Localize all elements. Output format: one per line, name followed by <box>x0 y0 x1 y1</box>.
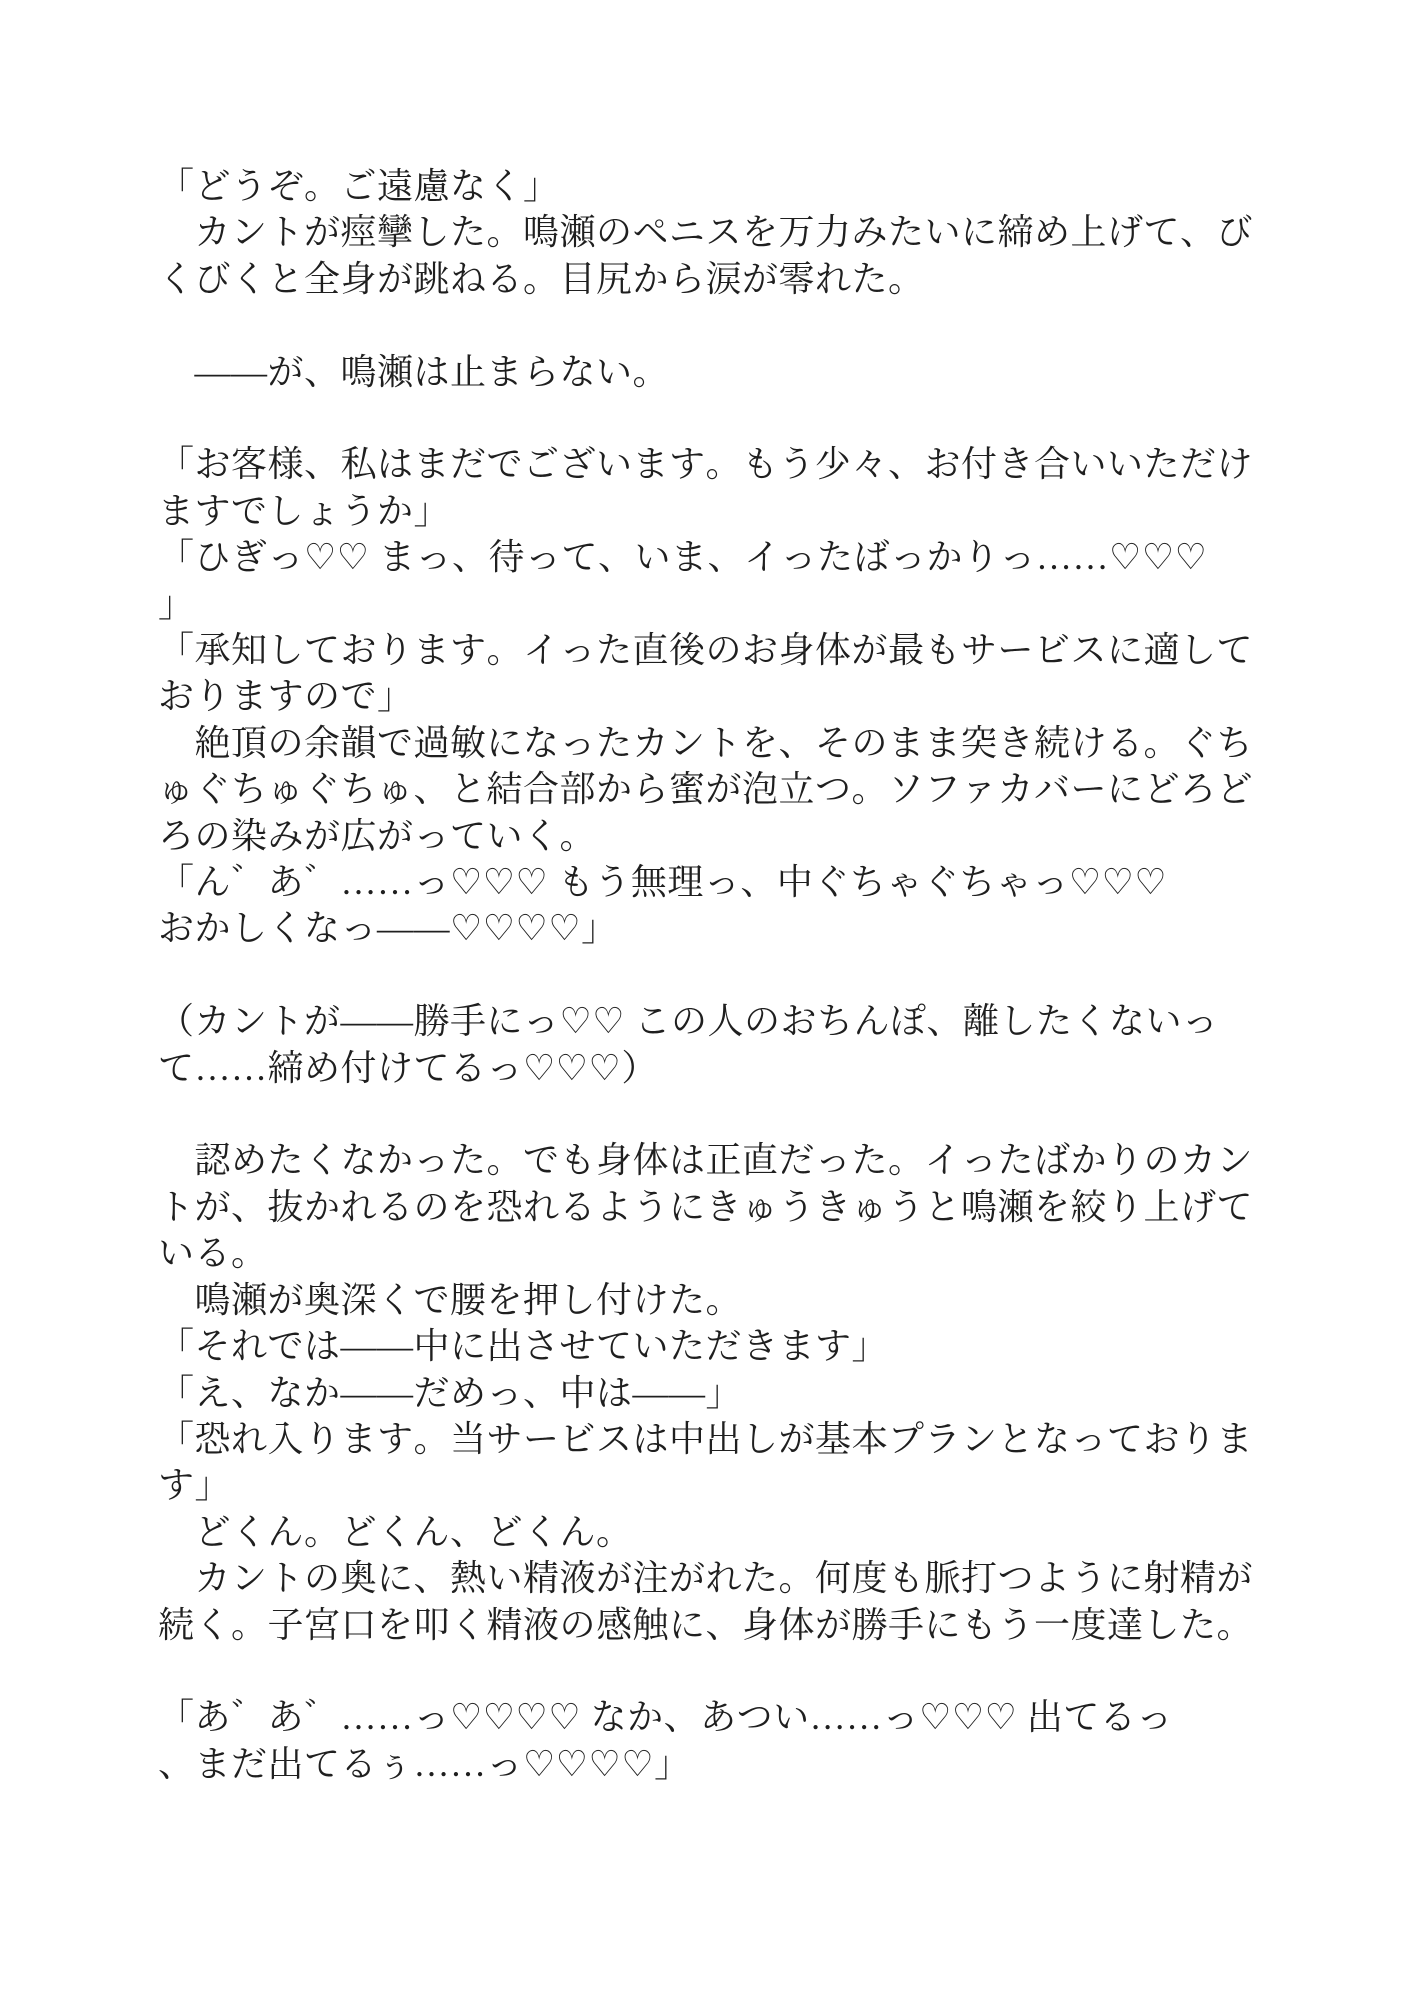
text-line: カントの奥に、熱い精液が注がれた。何度も脈打つように射精が <box>158 1558 1254 1599</box>
text-line: 続く。子宮口を叩く精液の感触に、身体が勝手にもう一度達した。 <box>158 1604 1254 1645</box>
text-line: 、まだ出てるぅ……っ♡♡♡♡」 <box>158 1743 691 1784</box>
text-line: 「恐れ入ります。当サービスは中出しが基本プランとなっておりま <box>158 1418 1254 1459</box>
text-line: 「どうぞ。ご遠慮なく」 <box>158 166 560 206</box>
text-line: どくん。どくん、どくん。 <box>158 1511 633 1552</box>
blank-line <box>158 1648 1318 1694</box>
text-line: おかしくなっ――♡♡♡♡」 <box>158 908 618 949</box>
text-line: （カントが――勝手にっ♡♡ この人のおちんぽ、離したくないっ <box>158 1001 1219 1042</box>
text-line: 「ん゛あ゛……っ♡♡♡ もう無理っ、中ぐちゃぐちゃっ♡♡♡ <box>158 862 1168 903</box>
text-line: 絶頂の余韻で過敏になったカントを、そのまま突き続ける。ぐち <box>158 722 1254 763</box>
text-line: いる。 <box>158 1233 268 1274</box>
text-line: 鳴瀬が奥深くで腰を押し付けた。 <box>158 1279 743 1320</box>
text-line: ろの染みが広がっていく。 <box>158 815 597 856</box>
blank-line <box>158 1091 1318 1137</box>
text-line: カントが痙攣した。鳴瀬のペニスを万力みたいに締め上げて、び <box>158 212 1254 253</box>
text-line: 「承知しております。イった直後のお身体が最もサービスに適して <box>158 630 1254 671</box>
text-line: トが、抜かれるのを恐れるようにきゅうきゅうと鳴瀬を絞り上げて <box>158 1186 1254 1227</box>
text-line: 「ひぎっ♡♡ まっ、待って、いま、イったばっかりっ……♡♡♡ <box>158 537 1208 578</box>
text-line: 「あ゛あ゛……っ♡♡♡♡ なか、あつい……っ♡♡♡ 出てるっ <box>158 1697 1173 1738</box>
text-line: て……締め付けてるっ♡♡♡） <box>158 1047 658 1088</box>
text-line: おりますので」 <box>158 676 414 717</box>
blank-line <box>158 952 1318 998</box>
blank-line <box>158 395 1318 441</box>
text-line: 「それでは――中に出させていただきます」 <box>158 1326 889 1367</box>
text-line: ゅぐちゅぐちゅ、と結合部から蜜が泡立つ。ソファカバーにどろど <box>158 769 1254 810</box>
text-line: す」 <box>158 1465 232 1506</box>
text-line: 「お客様、私はまだでございます。もう少々、お付き合いいただけ <box>158 444 1254 485</box>
blank-line <box>158 302 1318 348</box>
text-line: ますでしょうか」 <box>158 490 451 531</box>
text-line: くびくと全身が跳ねる。目尻から涙が零れた。 <box>158 258 925 299</box>
text-line: ――が、鳴瀬は止まらない。 <box>158 351 670 392</box>
text-column <box>158 163 1318 1787</box>
text-line: 認めたくなかった。でも身体は正直だった。イったばかりのカン <box>158 1140 1254 1181</box>
text-line: 」 <box>158 583 195 624</box>
text-line: 「え、なか――だめっ、中は――」 <box>158 1372 743 1413</box>
